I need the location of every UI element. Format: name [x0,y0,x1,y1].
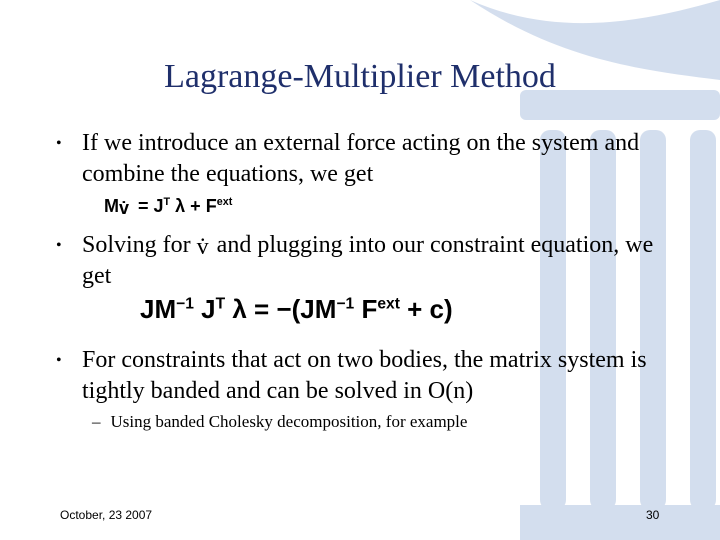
bullet-1 [56,128,657,190]
bullet-dot: • [56,135,62,152]
bullet-dot: • [56,237,62,254]
sub-bullet-dash: – [92,412,101,431]
equation-1: Mv̇ = $J^T$ $\lambda + F^{ext}$ [104,196,233,218]
sub-bullet [92,412,467,432]
bullet-dot: • [56,352,62,369]
v-dot-symbol: v̇ [119,198,130,218]
equation-2: $JM^{-1}$ $J^T$ $\lambda = -(JM^{-1}$ $F^{ext} + c$) [140,294,453,324]
footer-page-number: 30 [646,508,660,522]
bullet-3-text: For constraints that act on two bodies, the matrix system is tightly banded and can be solved in O(n) [82,347,647,404]
slide-title: Lagrange-Multiplier Method [164,58,556,95]
footer-date: October, 23 2007 [60,508,153,522]
bullet-3 [56,345,657,407]
bullet-2-text: Solving for v̇ and plugging into our constraint equation, we get [82,232,654,289]
v-dot-symbol: v̇ [196,234,209,260]
bullet-1-text: If we introduce an external force acting on the system and combine the equations, we get [82,130,640,187]
bullet-2 [56,230,657,292]
sub-bullet-text: Using banded Cholesky decomposition, for example [110,412,468,431]
